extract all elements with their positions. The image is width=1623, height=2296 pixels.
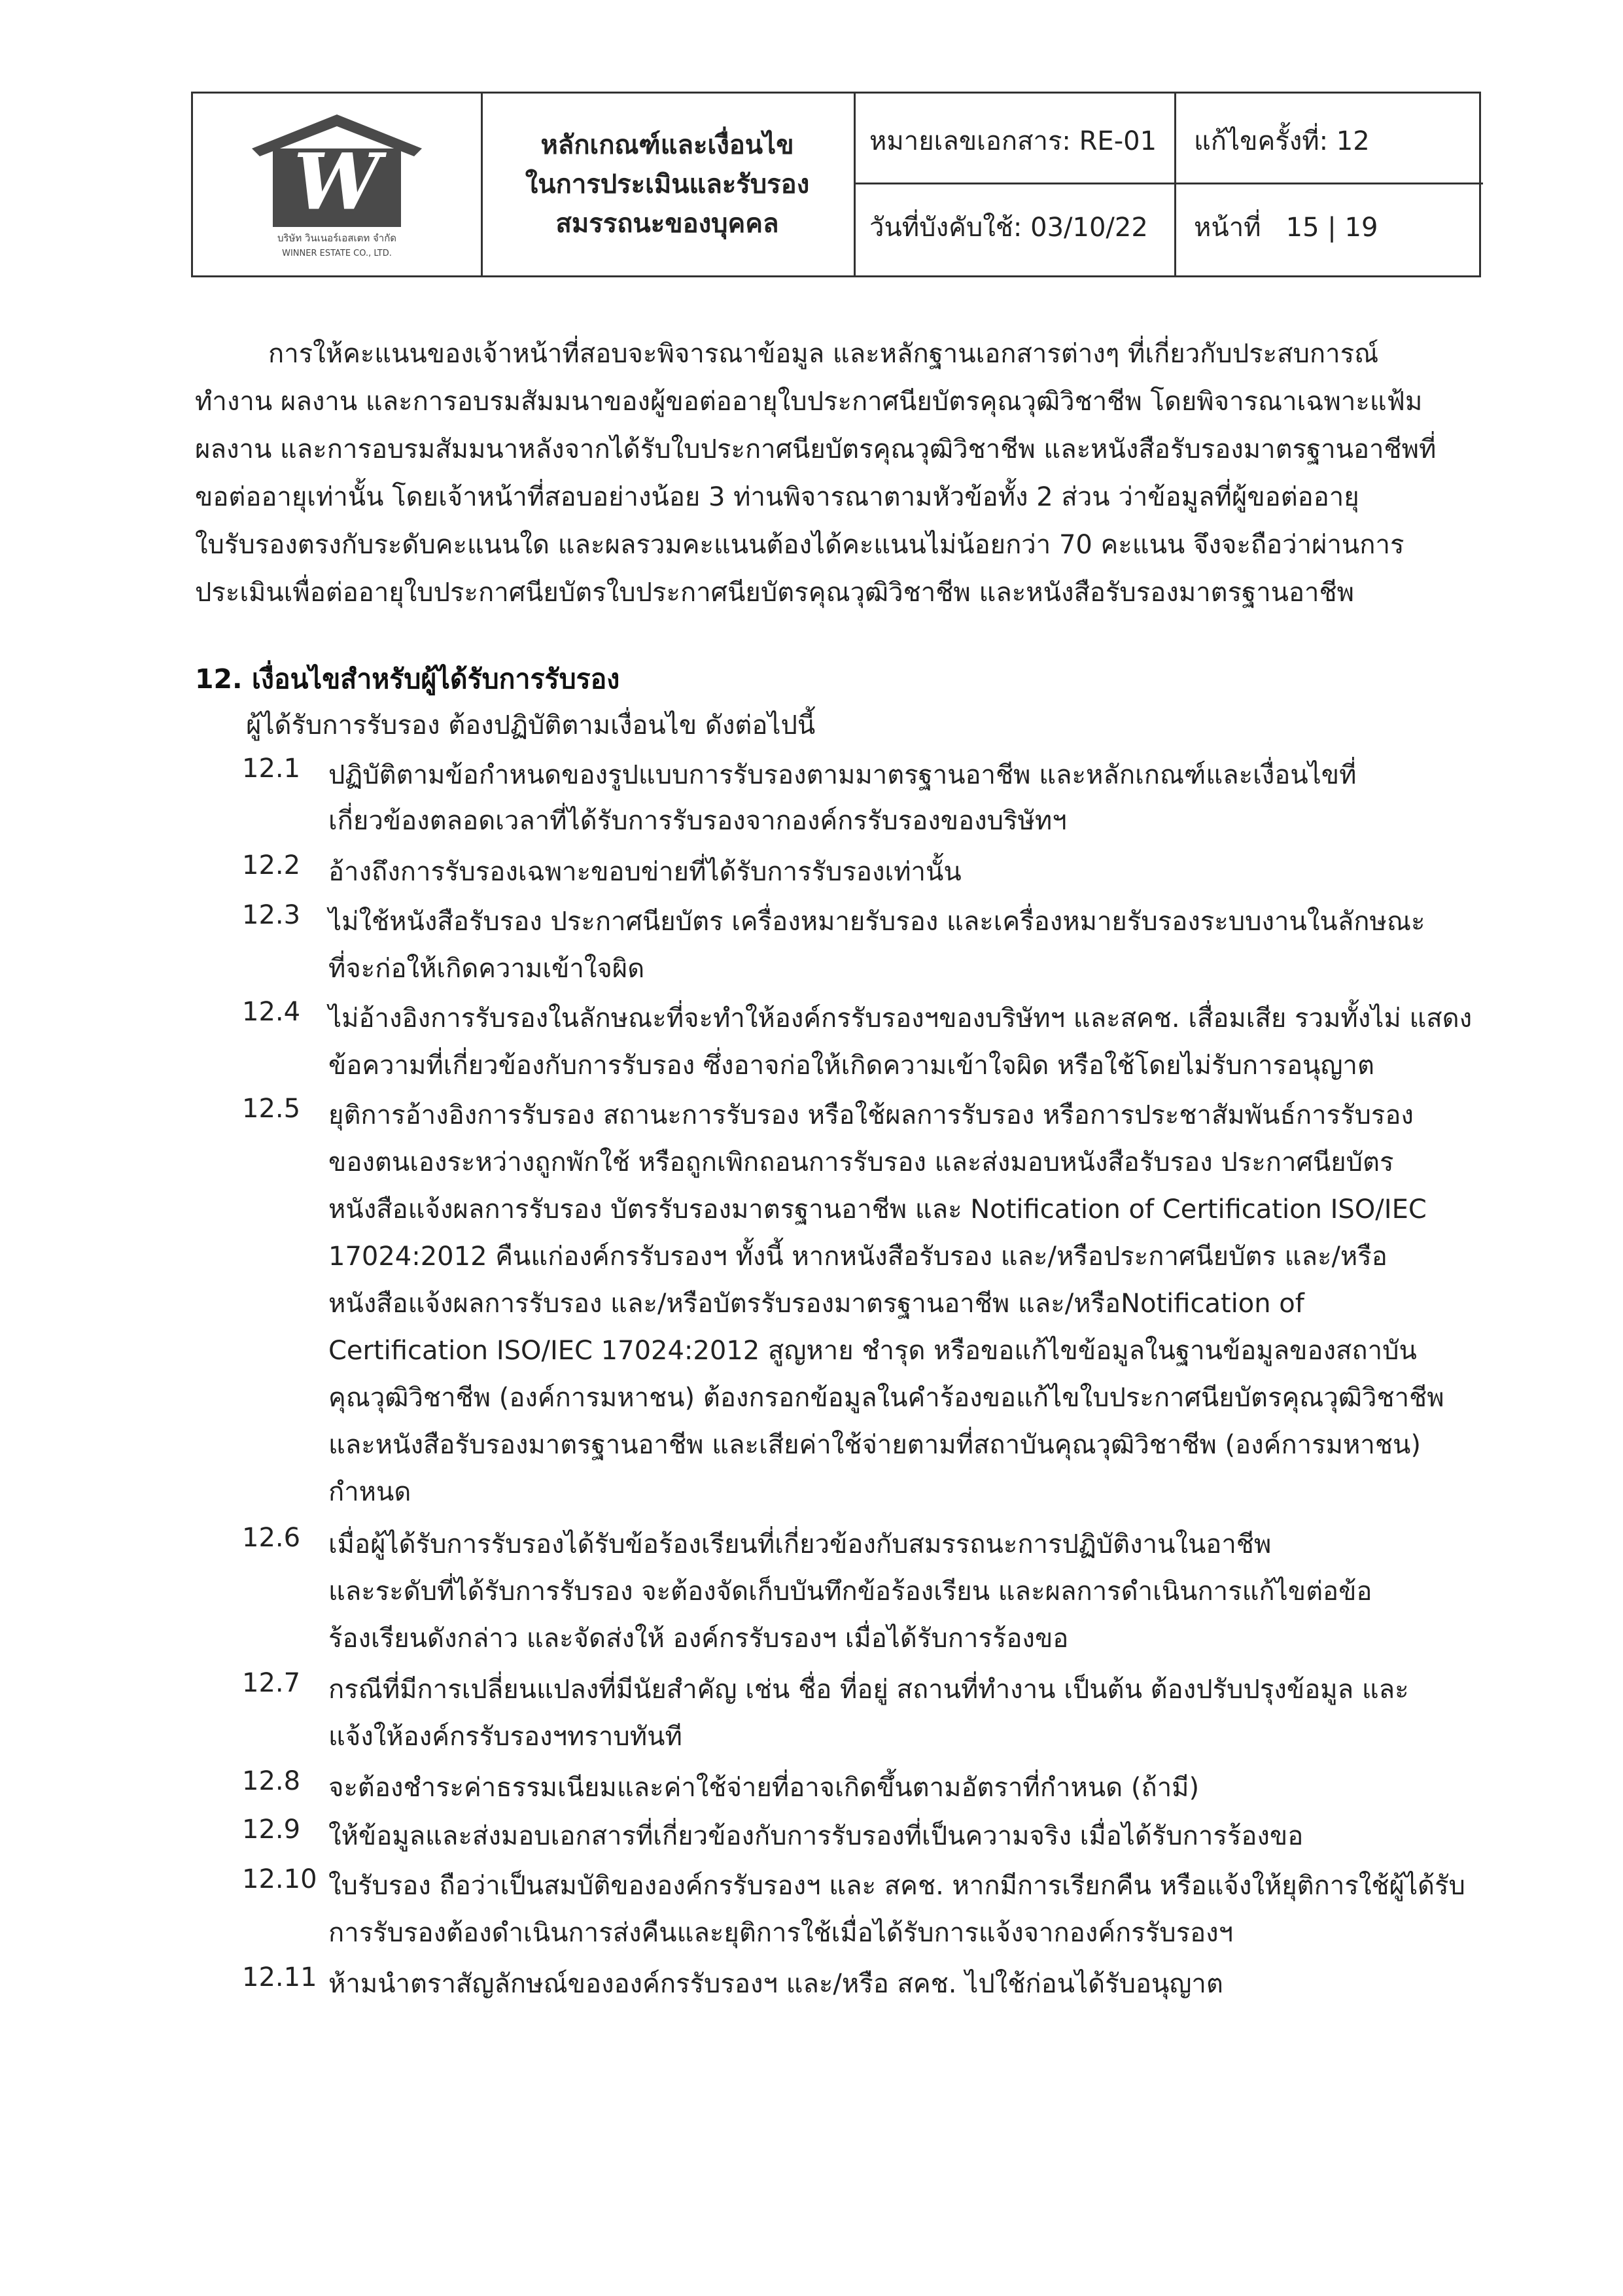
item-text-line: และระดับที่ได้รับการรับรอง จะต้องจัดเก็บบันทึกข้อร้องเรียน และผลการดำเนินการแก้ไขต่อข้อ [328,1576,1372,1607]
page-number: หน้าที่ 15 | 19 [1194,213,1378,243]
paragraph-line: ทำงาน ผลงาน และการอบรมสัมมนาของผู้ขอต่ออายุใบประกาศนียบัตรคุณวุฒิวิชาชีพ โดยพิจารณาเฉพาะแฟ้ม [195,387,1423,417]
paragraph-line: ประเมินเพื่อต่ออายุใบประกาศนียบัตรใบประกาศนียบัตรคุณวุฒิวิชาชีพ และหนังสือรับรองมาตรฐานอาชีพ [195,578,1354,608]
item-number: 12.11 [242,1962,317,1992]
item-text-line: เมื่อผู้ได้รับการรับรองได้รับข้อร้องเรียนที่เกี่ยวข้องกับสมรรถนะการปฏิบัติงานในอาชีพ [328,1529,1272,1559]
divider [1174,94,1176,275]
document-number: หมายเลขเอกสาร: RE-01 [869,126,1157,156]
item-text-line: แจ้งให้องค์กรรับรองฯทราบทันที [328,1722,682,1752]
effective-date: วันที่บังคับใช้: 03/10/22 [869,213,1148,243]
paragraph-line: ขอต่ออายุเท่านั้น โดยเจ้าหน้าที่สอบอย่างน้อย 3 ท่านพิจารณาตามหัวข้อทั้ง 2 ส่วน ว่าข้อมูลที่ผู้ขอต่ออายุ [195,482,1359,512]
paragraph-line: การให้คะแนนของเจ้าหน้าที่สอบจะพิจารณาข้อมูล และหลักฐานเอกสารต่างๆ ที่เกี่ยวกับประสบการณ์ [268,339,1379,369]
item-text-line: ของตนเองระหว่างถูกพักใช้ หรือถูกเพิกถอนการรับรอง และส่งมอบหนังสือรับรอง ประกาศนียบัตร [328,1147,1394,1177]
item-number: 12.3 [242,900,301,930]
paragraph-line: ผลงาน และการอบรมสัมมนาหลังจากได้รับใบประกาศนียบัตรคุณวุฒิวิชาชีพ และหนังสือรับรองมาตรฐานอาชีพที่ [195,434,1437,464]
item-number: 12.9 [242,1815,301,1845]
svg-text:W: W [293,136,381,227]
item-text-line: กำหนด [328,1477,411,1507]
title-line: หลักเกณฑ์และเงื่อนไข [540,130,794,160]
paragraph-line: ใบรับรองตรงกับระดับคะแนนใด และผลรวมคะแนนต้องได้คะแนนไม่น้อยกว่า 70 คะแนน จึงจะถือว่าผ่านการ [195,530,1405,560]
title-line: สมรรถนะของบุคคล [555,209,779,239]
item-text-line: ที่จะก่อให้เกิดความเข้าใจผิด [328,954,645,984]
item-text-line: จะต้องชำระค่าธรรมเนียมและค่าใช้จ่ายที่อาจเกิดขึ้นตามอัตราที่กำหนด (ถ้ามี) [328,1773,1200,1803]
item-number: 12.8 [242,1766,301,1796]
divider [854,94,856,275]
company-name-th: บริษัท วินเนอร์เอสเตท จำกัด [277,232,397,244]
item-text-line: ห้ามนำตราสัญลักษณ์ขององค์กรรับรองฯ และ/หรือ สคช. ไปใช้ก่อนได้รับอนุญาต [328,1969,1223,1999]
section-lead: ผู้ได้รับการรับรอง ต้องปฏิบัติตามเงื่อนไข ดังต่อไปนี้ [246,710,816,740]
item-text-line: หนังสือแจ้งผลการรับรอง บัตรรับรองมาตรฐานอาชีพ และ Notification of Certification ISO/IEC [328,1194,1427,1225]
item-text-line: การรับรองต้องดำเนินการส่งคืนและยุติการใช้เมื่อได้รับการแจ้งจากองค์กรรับรองฯ [328,1918,1234,1948]
item-text-line: กรณีที่มีการเปลี่ยนแปลงที่มีนัยสำคัญ เช่น ชื่อ ที่อยู่ สถานที่ทำงาน เป็นต้น ต้องปรับปรุงข้อมูล และ [328,1675,1409,1705]
item-text-line: อ้างถึงการรับรองเฉพาะขอบข่ายที่ได้รับการรับรองเท่านั้น [328,857,962,887]
revision-number: แก้ไขครั้งที่: 12 [1194,126,1370,156]
item-number: 12.6 [242,1523,301,1553]
item-number: 12.4 [242,997,301,1027]
item-text-line: หนังสือแจ้งผลการรับรอง และ/หรือบัตรรับรองมาตรฐานอาชีพ และ/หรือNotification of [328,1289,1304,1319]
item-text-line: ปฏิบัติตามข้อกำหนดของรูปแบบการรับรองตามมาตรฐานอาชีพ และหลักเกณฑ์และเงื่อนไขที่ [328,760,1357,790]
item-number: 12.5 [242,1094,301,1124]
item-text-line: คุณวุฒิวิชาชีพ (องค์การมหาชน) ต้องกรอกข้อมูลในคำร้องขอแก้ไขใบประกาศนียบัตรคุณวุฒิวิชาชีพ [328,1383,1444,1413]
item-number: 12.10 [242,1864,317,1894]
item-text-line: และหนังสือรับรองมาตรฐานอาชีพ และเสียค่าใช้จ่ายตามที่สถาบันคุณวุฒิวิชาชีพ (องค์การมหาชน) [328,1430,1421,1460]
item-text-line: Certification ISO/IEC 17024:2012 สูญหาย ชำรุด หรือขอแก้ไขข้อมูลในฐานข้อมูลของสถาบัน [328,1336,1417,1366]
item-text-line: ยุติการอ้างอิงการรับรอง สถานะการรับรอง หรือใช้ผลการรับรอง หรือการประชาสัมพันธ์การรับรอง [328,1100,1414,1130]
item-number: 12.1 [242,754,301,784]
company-logo [239,111,435,261]
company-name-en: WINNER ESTATE CO., LTD. [282,249,392,258]
item-text-line: ไม่อ้างอิงการรับรองในลักษณะที่จะทำให้องค์กรรับรองฯของบริษัทฯ และสคช. เสื่อมเสีย รวมทั้งไม่ แสดง [328,1003,1473,1034]
title-line: ในการประเมินและรับรอง [525,169,810,200]
item-text-line: ใบรับรอง ถือว่าเป็นสมบัติขององค์กรรับรองฯ และ สคช. หากมีการเรียกคืน หรือแจ้งให้ยุติการใช้ผู้ได้รับ [328,1871,1465,1901]
item-text-line: เกี่ยวข้องตลอดเวลาที่ได้รับการรับรองจากองค์กรรับรองของบริษัทฯ [328,806,1067,836]
item-text-line: ข้อความที่เกี่ยวข้องกับการรับรอง ซึ่งอาจก่อให้เกิดความเข้าใจผิด หรือใช้โดยไม่รับการอนุญาต [328,1051,1374,1081]
item-text-line: ร้องเรียนดังกล่าว และจัดส่งให้ องค์กรรับรองฯ เมื่อได้รับการร้องขอ [328,1624,1069,1654]
item-text-line: 17024:2012 คืนแก่องค์กรรับรองฯ ทั้งนี้ หากหนังสือรับรอง และ/หรือประกาศนียบัตร และ/หรือ [328,1242,1387,1272]
item-number: 12.2 [242,850,301,880]
item-text-line: ไม่ใช้หนังสือรับรอง ประกาศนียบัตร เครื่องหมายรับรอง และเครื่องหมายรับรองระบบงานในลักษณะ [328,907,1425,937]
item-number: 12.7 [242,1668,301,1698]
section-heading: 12. เงื่อนไขสำหรับผู้ได้รับการรับรอง [195,663,620,695]
document-header-table [191,92,1481,277]
divider [854,183,1483,184]
item-text-line: ให้ข้อมูลและส่งมอบเอกสารที่เกี่ยวข้องกับการรับรองที่เป็นความจริง เมื่อได้รับการร้องขอ [328,1821,1304,1851]
company-logo-cell [193,94,481,275]
document-title [481,94,854,275]
